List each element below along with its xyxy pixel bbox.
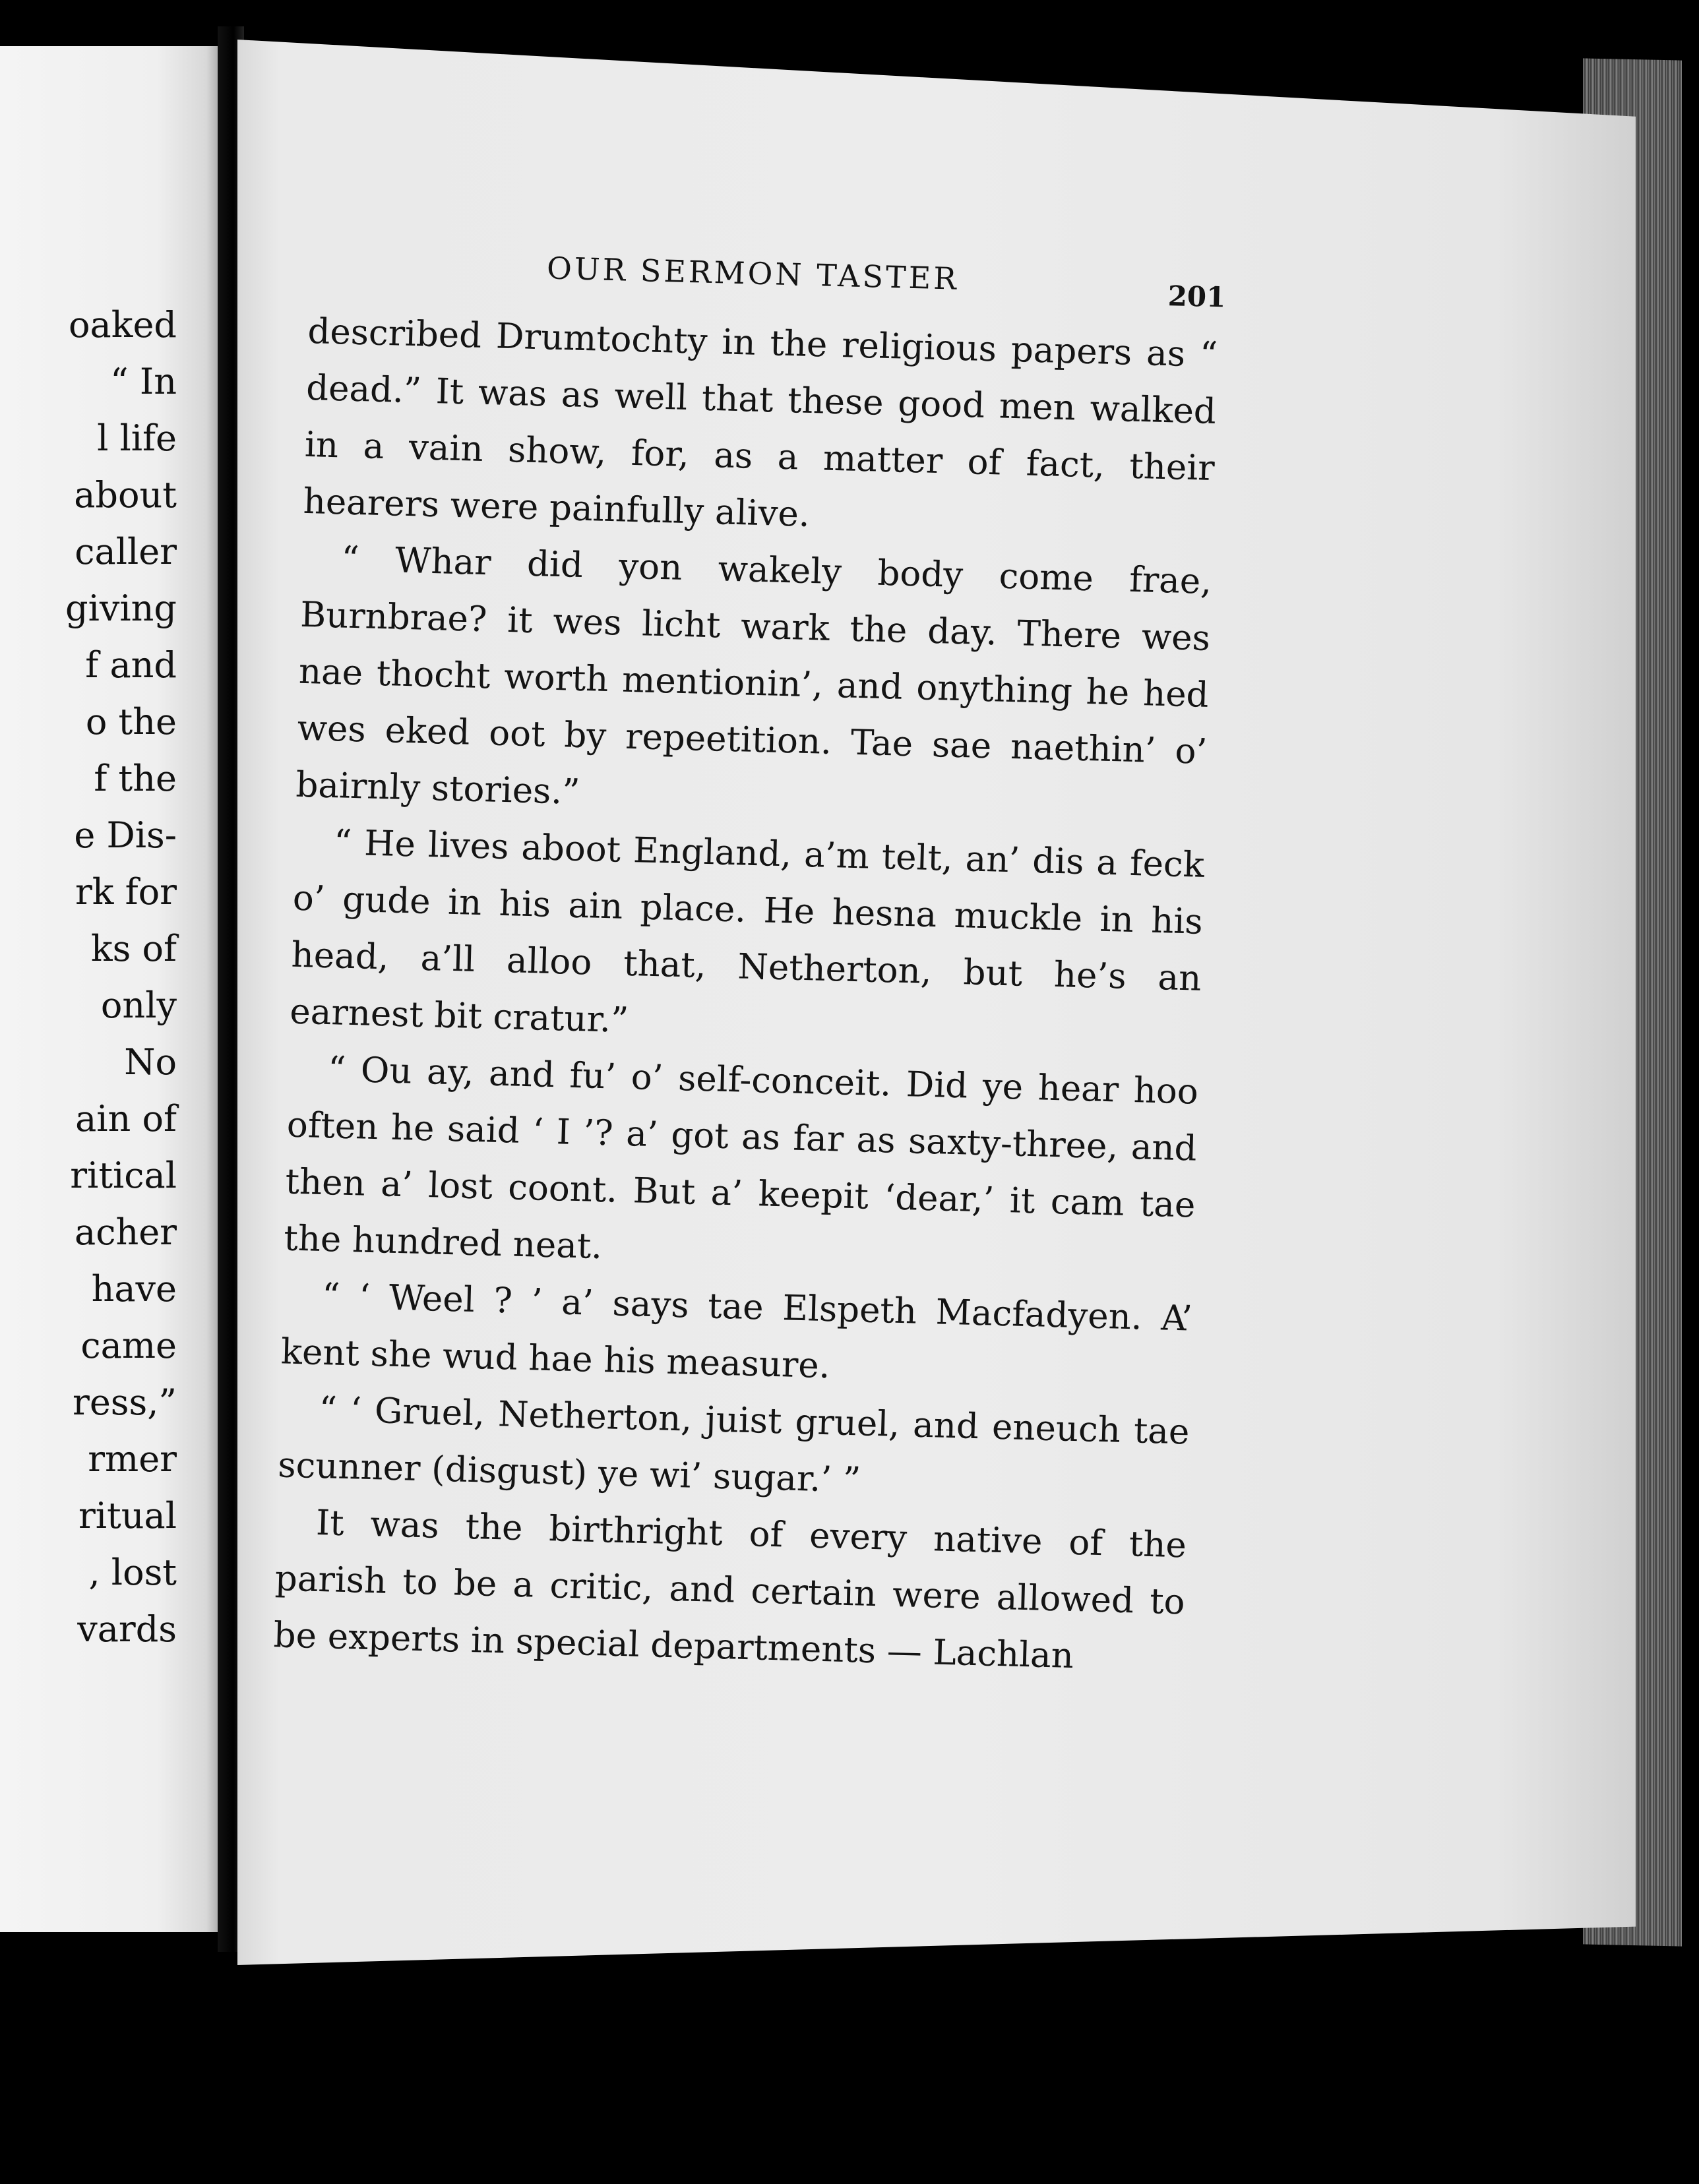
left-line: ritical bbox=[70, 1155, 177, 1196]
left-line: f and bbox=[85, 644, 177, 686]
left-line: have bbox=[91, 1268, 177, 1310]
left-line: oaked bbox=[69, 304, 177, 346]
left-line: l life bbox=[97, 417, 177, 459]
left-line: acher bbox=[75, 1211, 177, 1253]
paragraph: “ ‘ Gruel, Netherton, juist gruel, and eneuch tae scunner (disgust) ye wi’ sugar.’ ” bbox=[277, 1389, 1190, 1501]
paragraph: described Drumtochty in the religious papers as “ dead.” It was as well that these good men walked in a vain show, for, as a matter of fact, their hearers were painfully alive. bbox=[302, 311, 1218, 535]
left-line: f the bbox=[94, 758, 177, 799]
left-line: about bbox=[74, 474, 177, 516]
paragraph: “ Whar did yon wakely body come frae, Burnbrae? it wes licht wark the day. There wes nae thocht worth mentionin’, and onything he hed wes eked oot by repeetition. Tae sae naethin’ o’ bairnly stories.” bbox=[295, 539, 1212, 812]
left-line: o the bbox=[85, 701, 177, 743]
left-page bbox=[0, 46, 224, 1932]
left-line: rk for bbox=[75, 871, 177, 913]
paragraph: It was the birthright of every native of the parish to be a critic, and certain were allowed to be experts in special departments — Lachlan bbox=[272, 1502, 1187, 1677]
left-line: ress,” bbox=[73, 1381, 177, 1423]
left-line: “ In bbox=[110, 361, 177, 402]
left-line: ks of bbox=[90, 928, 177, 969]
left-line: giving bbox=[65, 588, 177, 629]
left-line: e Dis- bbox=[74, 814, 177, 856]
left-line: ritual bbox=[78, 1495, 177, 1536]
left-page-text bbox=[65, 297, 177, 1658]
left-line: No bbox=[124, 1041, 177, 1083]
left-line: , lost bbox=[88, 1552, 177, 1593]
left-line: ain of bbox=[75, 1098, 177, 1139]
left-line: came bbox=[80, 1325, 177, 1366]
paragraph: “ Ou ay, and fu’ o’ self-conceit. Did ye hear hoo often he said ‘ I ’? a’ got as far as saxty-three, and then a’ lost coont. But a’ keepit ‘dear,’ it cam tae the hundred neat. bbox=[283, 1049, 1199, 1267]
left-line: caller bbox=[75, 531, 177, 572]
left-line: only bbox=[100, 985, 177, 1026]
running-title: OUR SERMON TASTER bbox=[546, 250, 960, 297]
page-number: 201 bbox=[1167, 280, 1227, 314]
left-line: rmer bbox=[88, 1438, 177, 1480]
left-line: vards bbox=[77, 1608, 177, 1650]
paragraph: “ He lives aboot England, a’m telt, an’ dis a feck o’ gude in his ain place. He hesna muckle in his head, a’ll alloo that, Netherton, but he’s an earnest bit cratur.” bbox=[289, 822, 1205, 1041]
paragraph: “ ‘ Weel ? ’ a’ says tae Elspeth Macfadyen. A’ kent she wud hae his measure. bbox=[280, 1276, 1193, 1387]
right-page-text bbox=[272, 244, 1227, 1687]
